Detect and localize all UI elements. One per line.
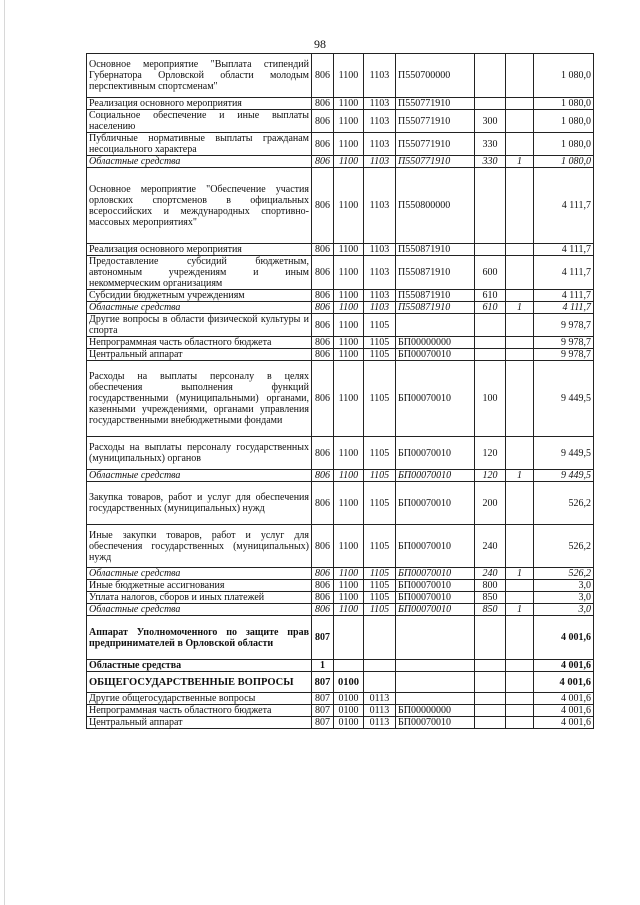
row-name: Реализация основного мероприятия [87,244,312,256]
row-target-article [396,672,475,693]
row-name: Областные средства [87,302,312,314]
table-row [87,98,594,110]
row-amount: 526,2 [534,568,594,580]
row-expense-type: 100 [475,361,506,437]
row-target-article: П550871910 [396,302,475,314]
row-grbs: 806 [312,168,334,244]
row-amount: 4 001,6 [534,717,594,729]
table-row [87,616,594,660]
row-subsection [364,672,396,693]
table-row [87,693,594,705]
row-name: Иные бюджетные ассигнования [87,580,312,592]
row-section: 0100 [334,672,364,693]
row-expense-type: 610 [475,290,506,302]
table-row [87,470,594,482]
row-grbs: 807 [312,717,334,729]
row-expense-type [475,660,506,672]
row-funding-source [506,616,534,660]
row-grbs: 806 [312,337,334,349]
row-amount: 4 001,6 [534,693,594,705]
table-row [87,302,594,314]
row-section: 0100 [334,705,364,717]
row-subsection: 0113 [364,693,396,705]
row-amount: 4 111,7 [534,290,594,302]
row-name: Областные средства [87,604,312,616]
row-funding-source: 1 [506,470,534,482]
row-funding-source: 1 [506,568,534,580]
row-name: Социальное обеспечение и иные выплаты населению [87,110,312,133]
row-target-article [396,616,475,660]
row-expense-type: 300 [475,110,506,133]
row-amount: 1 080,0 [534,98,594,110]
row-name: Непрограммная часть областного бюджета [87,337,312,349]
row-grbs: 806 [312,110,334,133]
scan-edge [4,0,5,905]
row-funding-source [506,133,534,156]
row-amount: 4 001,6 [534,660,594,672]
row-target-article: БП00070010 [396,604,475,616]
table-row [87,133,594,156]
row-target-article: БП00070010 [396,470,475,482]
row-expense-type [475,54,506,98]
row-funding-source [506,54,534,98]
table-row [87,337,594,349]
row-grbs: 806 [312,604,334,616]
row-funding-source [506,244,534,256]
row-expense-type [475,616,506,660]
row-expense-type: 240 [475,525,506,568]
row-subsection: 1103 [364,156,396,168]
row-amount: 4 001,6 [534,672,594,693]
row-section: 1100 [334,580,364,592]
row-amount: 3,0 [534,580,594,592]
row-amount: 4 111,7 [534,302,594,314]
table-row [87,604,594,616]
table-row [87,349,594,361]
row-section: 1100 [334,525,364,568]
row-grbs: 806 [312,470,334,482]
row-grbs: 1 [312,660,334,672]
row-subsection: 1105 [364,592,396,604]
row-name: Другие вопросы в области физической культуры и спорта [87,314,312,337]
table-row [87,54,594,98]
row-name: ОБЩЕГОСУДАРСТВЕННЫЕ ВОПРОСЫ [87,672,312,693]
row-target-article [396,660,475,672]
row-funding-source [506,290,534,302]
row-subsection: 0113 [364,705,396,717]
row-amount: 4 111,7 [534,168,594,244]
row-name: Закупка товаров, работ и услуг для обеспечения государственных (муниципальных) нужд [87,482,312,525]
row-section: 1100 [334,133,364,156]
row-expense-type: 850 [475,592,506,604]
row-funding-source [506,98,534,110]
row-grbs: 806 [312,302,334,314]
row-subsection: 1105 [364,337,396,349]
row-funding-source [506,437,534,470]
row-section: 0100 [334,717,364,729]
table-row [87,290,594,302]
row-grbs: 807 [312,672,334,693]
row-section: 1100 [334,168,364,244]
row-section: 1100 [334,361,364,437]
row-grbs: 807 [312,616,334,660]
row-funding-source [506,168,534,244]
row-grbs: 806 [312,525,334,568]
table-row [87,437,594,470]
row-subsection: 1103 [364,168,396,244]
row-expense-type: 120 [475,437,506,470]
row-target-article: БП00070010 [396,717,475,729]
table-row [87,717,594,729]
row-name: Субсидии бюджетным учреждениям [87,290,312,302]
row-section: 1100 [334,54,364,98]
row-target-article: П550771910 [396,133,475,156]
row-grbs: 806 [312,133,334,156]
row-target-article: БП00070010 [396,361,475,437]
row-amount: 9 978,7 [534,349,594,361]
row-grbs: 806 [312,314,334,337]
row-funding-source [506,580,534,592]
row-grbs: 806 [312,592,334,604]
row-target-article: П550871910 [396,256,475,290]
table-row [87,256,594,290]
row-target-article: П550700000 [396,54,475,98]
row-target-article: БП00070010 [396,580,475,592]
row-amount: 3,0 [534,604,594,616]
row-expense-type [475,168,506,244]
row-expense-type: 240 [475,568,506,580]
row-funding-source [506,314,534,337]
row-funding-source [506,705,534,717]
row-funding-source [506,672,534,693]
row-subsection: 1103 [364,244,396,256]
row-funding-source [506,337,534,349]
row-amount: 9 978,7 [534,314,594,337]
row-section [334,660,364,672]
row-subsection [364,660,396,672]
row-funding-source [506,525,534,568]
row-subsection: 1105 [364,349,396,361]
row-section: 1100 [334,604,364,616]
row-section: 1100 [334,437,364,470]
row-section: 1100 [334,482,364,525]
row-target-article: БП00000000 [396,705,475,717]
row-section: 1100 [334,98,364,110]
row-grbs: 806 [312,54,334,98]
row-target-article: П550771910 [396,156,475,168]
row-name: Уплата налогов, сборов и иных платежей [87,592,312,604]
table-row [87,361,594,437]
row-section: 1100 [334,337,364,349]
row-expense-type [475,693,506,705]
row-name: Непрограммная часть областного бюджета [87,705,312,717]
row-name: Иные закупки товаров, работ и услуг для обеспечения государственных (муниципальных) нужд [87,525,312,568]
row-target-article: БП00070010 [396,592,475,604]
row-section: 1100 [334,314,364,337]
table-row [87,156,594,168]
row-grbs: 806 [312,349,334,361]
row-target-article: П550871910 [396,244,475,256]
row-funding-source [506,482,534,525]
row-amount: 9 449,5 [534,361,594,437]
row-amount: 4 001,6 [534,705,594,717]
row-name: Центральный аппарат [87,349,312,361]
row-section: 1100 [334,244,364,256]
row-amount: 9 978,7 [534,337,594,349]
row-amount: 9 449,5 [534,437,594,470]
row-target-article: П550871910 [396,290,475,302]
row-grbs: 806 [312,98,334,110]
row-grbs: 806 [312,482,334,525]
table-row [87,168,594,244]
row-target-article [396,314,475,337]
row-name: Основное мероприятие "Выплата стипендий Губернатора Орловской области молодым перспективным спортсменам" [87,54,312,98]
row-amount: 1 080,0 [534,156,594,168]
row-target-article: П550771910 [396,110,475,133]
row-amount: 526,2 [534,482,594,525]
row-subsection: 1103 [364,54,396,98]
row-expense-type: 600 [475,256,506,290]
row-amount: 4 111,7 [534,256,594,290]
row-funding-source [506,660,534,672]
row-funding-source: 1 [506,302,534,314]
row-expense-type: 850 [475,604,506,616]
row-subsection: 0113 [364,717,396,729]
row-expense-type: 800 [475,580,506,592]
row-amount: 4 001,6 [534,616,594,660]
row-name: Областные средства [87,156,312,168]
row-target-article: БП00070010 [396,568,475,580]
row-funding-source: 1 [506,156,534,168]
row-grbs: 806 [312,437,334,470]
row-section [334,616,364,660]
table-row [87,525,594,568]
row-target-article: БП00070010 [396,482,475,525]
row-expense-type [475,705,506,717]
table-row [87,592,594,604]
row-funding-source: 1 [506,604,534,616]
row-name: Предоставление субсидий бюджетным, автономным учреждениям и иным некоммерческим организациям [87,256,312,290]
row-amount: 1 080,0 [534,110,594,133]
row-subsection: 1105 [364,437,396,470]
row-funding-source [506,592,534,604]
budget-table [86,53,594,729]
row-subsection: 1105 [364,361,396,437]
row-amount: 3,0 [534,592,594,604]
row-subsection: 1105 [364,470,396,482]
row-target-article [396,693,475,705]
row-amount: 1 080,0 [534,54,594,98]
row-section: 1100 [334,470,364,482]
row-name: Расходы на выплаты персоналу в целях обеспечения выполнения функций государственными (муниципальными) органами, казенными учреждениями, органами управления государственными внебюджетными фондами [87,361,312,437]
row-subsection: 1103 [364,110,396,133]
row-subsection: 1103 [364,133,396,156]
row-funding-source [506,110,534,133]
table-row [87,314,594,337]
row-section: 1100 [334,256,364,290]
row-grbs: 807 [312,705,334,717]
row-name: Центральный аппарат [87,717,312,729]
row-funding-source [506,693,534,705]
row-name: Аппарат Уполномоченного по защите прав предпринимателей в Орловской области [87,616,312,660]
row-funding-source [506,717,534,729]
row-name: Реализация основного мероприятия [87,98,312,110]
row-grbs: 806 [312,256,334,290]
table-row [87,672,594,693]
row-subsection: 1105 [364,525,396,568]
row-grbs: 806 [312,156,334,168]
row-name: Областные средства [87,568,312,580]
table-row [87,580,594,592]
row-subsection: 1105 [364,482,396,525]
row-subsection: 1105 [364,568,396,580]
row-expense-type [475,98,506,110]
row-section: 1100 [334,568,364,580]
row-name: Областные средства [87,470,312,482]
row-subsection: 1103 [364,98,396,110]
row-funding-source [506,256,534,290]
row-target-article: БП00070010 [396,437,475,470]
row-target-article: БП00070010 [396,349,475,361]
row-name: Расходы на выплаты персоналу государственных (муниципальных) органов [87,437,312,470]
row-expense-type: 330 [475,133,506,156]
row-section: 1100 [334,290,364,302]
table-row [87,244,594,256]
table-row [87,705,594,717]
row-grbs: 807 [312,693,334,705]
row-subsection: 1105 [364,604,396,616]
row-expense-type [475,717,506,729]
row-subsection: 1105 [364,580,396,592]
row-subsection [364,616,396,660]
page-number: 98 [314,37,326,51]
row-subsection: 1103 [364,302,396,314]
row-target-article: БП00000000 [396,337,475,349]
row-section: 0100 [334,693,364,705]
table-row [87,110,594,133]
row-subsection: 1103 [364,290,396,302]
row-name: Основное мероприятие "Обеспечение участия орловских спортсменов в официальных всероссийских и международных спортивно-массовых мероприятиях" [87,168,312,244]
row-expense-type [475,349,506,361]
row-name: Областные средства [87,660,312,672]
row-amount: 9 449,5 [534,470,594,482]
row-expense-type: 610 [475,302,506,314]
row-section: 1100 [334,302,364,314]
row-section: 1100 [334,156,364,168]
row-expense-type: 120 [475,470,506,482]
row-expense-type [475,244,506,256]
row-grbs: 806 [312,580,334,592]
row-subsection: 1103 [364,256,396,290]
table-row [87,660,594,672]
table-row [87,482,594,525]
row-expense-type: 200 [475,482,506,525]
row-grbs: 806 [312,568,334,580]
row-target-article: БП00070010 [396,525,475,568]
row-expense-type [475,337,506,349]
row-expense-type [475,314,506,337]
row-amount: 1 080,0 [534,133,594,156]
row-target-article: П550771910 [396,98,475,110]
row-expense-type [475,672,506,693]
row-name: Другие общегосударственные вопросы [87,693,312,705]
row-expense-type: 330 [475,156,506,168]
row-section: 1100 [334,349,364,361]
row-section: 1100 [334,110,364,133]
row-amount: 4 111,7 [534,244,594,256]
row-subsection: 1105 [364,314,396,337]
row-target-article: П550800000 [396,168,475,244]
row-grbs: 806 [312,244,334,256]
row-section: 1100 [334,592,364,604]
row-grbs: 806 [312,361,334,437]
row-funding-source [506,361,534,437]
row-grbs: 806 [312,290,334,302]
table-row [87,568,594,580]
row-name: Публичные нормативные выплаты гражданам несоциального характера [87,133,312,156]
row-amount: 526,2 [534,525,594,568]
row-funding-source [506,349,534,361]
